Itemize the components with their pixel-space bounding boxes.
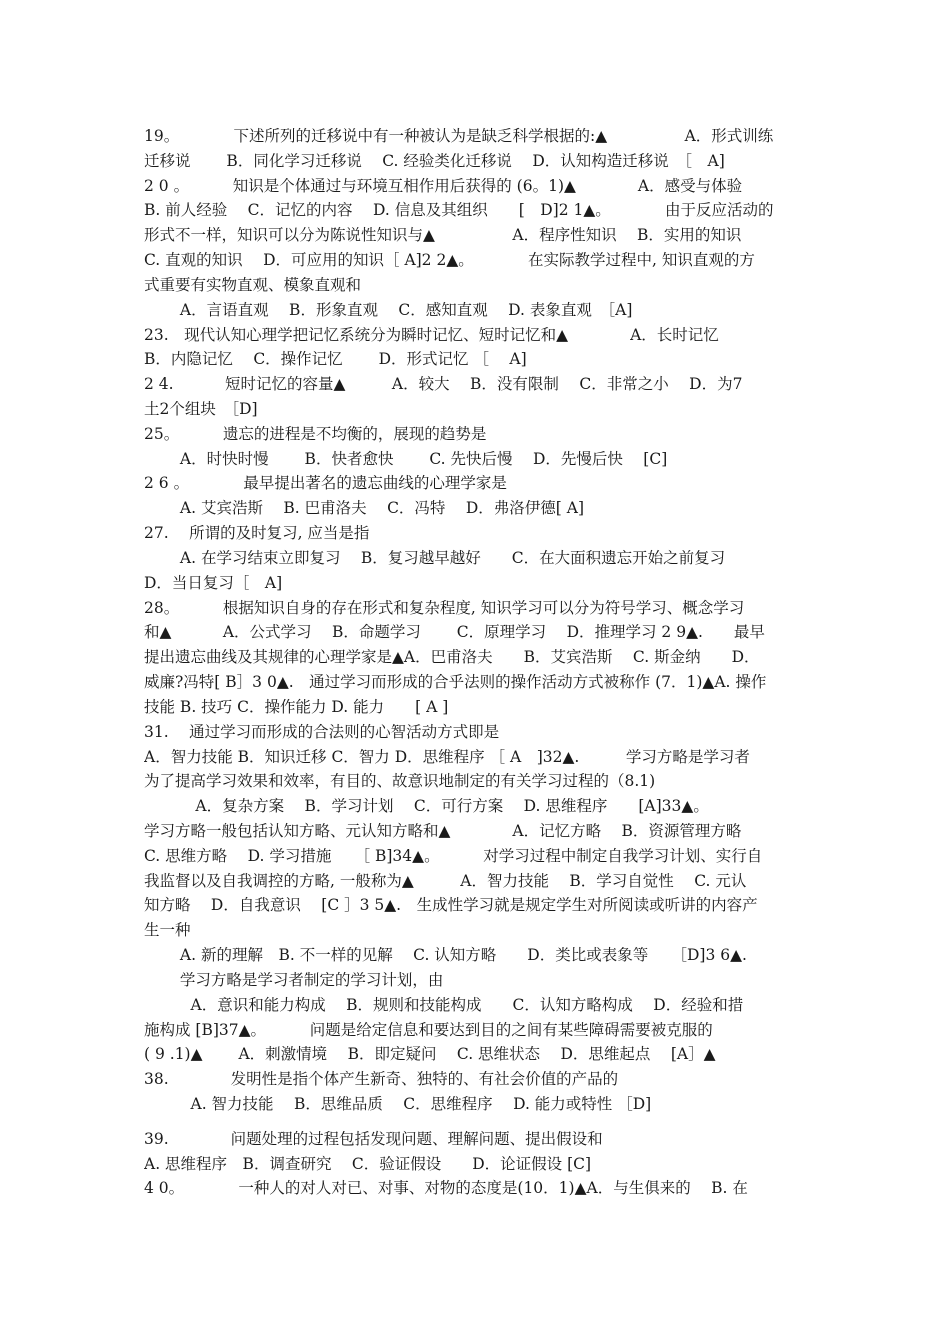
text-line: 土2个组块 ［D] — [144, 400, 258, 419]
text-line: 生一种 — [144, 921, 191, 940]
text-line: C. 直观的知识 D．可应用的知识［ A]2 2▲。 在实际教学过程中, 知识直观的方 — [144, 251, 755, 270]
text-line: A．智力技能 B．知识迁移 C．智力 D．思维程序 ［ A ]32▲. 学习方略是学习者 — [144, 747, 750, 766]
text-line: 迁移说 B．同化学习迁移说 C. 经验类化迁移说 D．认知构造迁移说 ［ A] — [144, 151, 725, 170]
text-line: 式重要有实物直观、模象直观和 — [144, 275, 362, 294]
text-line: 19。 下述所列的迁移说中有一种被认为是缺乏科学根据的:▲ A．形式训练 — [144, 127, 774, 145]
text-line: A．意识和能力构成 B．规则和技能构成 C．认知方略构成 D．经验和措 — [144, 995, 744, 1014]
text-line: ( 9 .1)▲ A．刺激情境 B．即定疑问 C. 思维状态 D．思维起点 [A］▲ — [144, 1045, 716, 1064]
text-line: 25。 遗忘的进程是不均衡的，展现的趋势是 — [144, 424, 487, 443]
text-line: 2 4. 短时记忆的容量▲ A．较大 B．没有限制 C．非常之小 D．为7 — [144, 375, 743, 394]
text-line: 形式不一样，知识可以分为陈说性知识与▲ A．程序性知识 B．实用的知识 — [144, 226, 742, 245]
text-line: 38. 发明性是指个体产生新奇、独特的、有社会价值的产品的 — [144, 1070, 619, 1089]
text-line: A. 智力技能 B．思维品质 C．思维程序 D. 能力或特性 ［D] — [144, 1094, 652, 1113]
text-line: A．复杂方案 B．学习计划 C．可行方案 D. 思维程序 [A]33▲。 — [144, 797, 709, 816]
text-line: 2 6 。 最早提出著名的遗忘曲线的心理学家是 — [144, 474, 507, 493]
text-line: B．内隐记忆 C．操作记忆 D．形式记忆 ［ A] — [144, 350, 527, 369]
text-line: 知方略 D．自我意识 [C ］3 5▲. 生成性学习就是规定学生对所阅读或听讲的内容产 — [144, 896, 758, 915]
text-line: 学习方略是学习者制定的学习计划，由 — [144, 970, 444, 989]
text-line: 威廉?冯特[ B］3 0▲. 通过学习而形成的合乎法则的操作活动方式被称作 (7．1)▲A. 操作 — [144, 673, 767, 692]
text-line: 为了提高学习效果和效率，有目的、故意识地制定的有关学习过程的（8.1) — [144, 772, 656, 791]
text-line: C. 思维方略 D. 学习措施 ［ B]34▲。 对学习过程中制定自我学习计划、实行自 — [144, 846, 763, 865]
text-line: 提出遗忘曲线及其规律的心理学家是▲A．巴甫洛夫 B．艾宾浩斯 C. 斯金纳 D． — [144, 648, 760, 667]
text-line: 39. 问题处理的过程包括发现问题、理解问题、提出假设和 — [144, 1129, 603, 1148]
text-line: 4 0。 一种人的对人对已、对事、对物的态度是(10．1)▲A．与生俱来的 B. 在 — [144, 1179, 748, 1198]
text-line: 施构成 [B]37▲。 问题是给定信息和要达到目的之间有某些障碍需要被克服的 — [144, 1020, 713, 1039]
text-line: A. 在学习结束立即复习 B．复习越早越好 C．在大面积遗忘开始之前复习 — [144, 548, 726, 567]
text-line: B. 前人经验 C．记忆的内容 D. 信息及其组织 [ D]2 1▲。 由于反应活动的 — [144, 201, 774, 220]
text-line: 31. 通过学习而形成的合法则的心智活动方式即是 — [144, 722, 500, 741]
text-line: 28。 根据知识自身的存在形式和复杂程度, 知识学习可以分为符号学习、概念学习 — [144, 598, 745, 617]
text-line: A. 新的理解 B. 不一样的见解 C. 认知方略 D．类比或表象等 ［D]3 6▲. — [144, 946, 747, 965]
text-line: 技能 B. 技巧 C．操作能力 D. 能力 [ A ] — [144, 697, 449, 716]
text-line: 2 0 。 知识是个体通过与环境互相作用后获得的 (6。1)▲ A．感受与体验 — [144, 176, 743, 195]
text-line: A．言语直观 B．形象直观 C．感知直观 D. 表象直观 ［A] — [144, 300, 633, 319]
text-line: A．时快时慢 B．快者愈快 C. 先快后慢 D．先慢后快 [C] — [144, 449, 668, 468]
text-line: A. 思维程序 B．调查研究 C．验证假设 D．论证假设 [C] — [144, 1154, 592, 1173]
text-line: A. 艾宾浩斯 B. 巴甫洛夫 C．冯特 D．弗洛伊德[ A] — [144, 499, 585, 518]
text-line: 27. 所谓的及时复习, 应当是指 — [144, 524, 370, 543]
text-line: 和▲ A．公式学习 B．命题学习 C．原理学习 D．推理学习 2 9▲. 最早 — [144, 623, 765, 642]
text-line: 23. 现代认知心理学把记忆系统分为瞬时记忆、短时记忆和▲ A．长时记忆 — [144, 325, 719, 344]
text-line: 学习方略一般包括认知方略、元认知方略和▲ A．记忆方略 B．资源管理方略 — [144, 821, 742, 840]
text-line: D．当日复习［ A] — [144, 573, 283, 592]
text-line: 我监督以及自我调控的方略, 一般称为▲ A．智力技能 B．学习自觉性 C. 元认 — [144, 871, 747, 890]
